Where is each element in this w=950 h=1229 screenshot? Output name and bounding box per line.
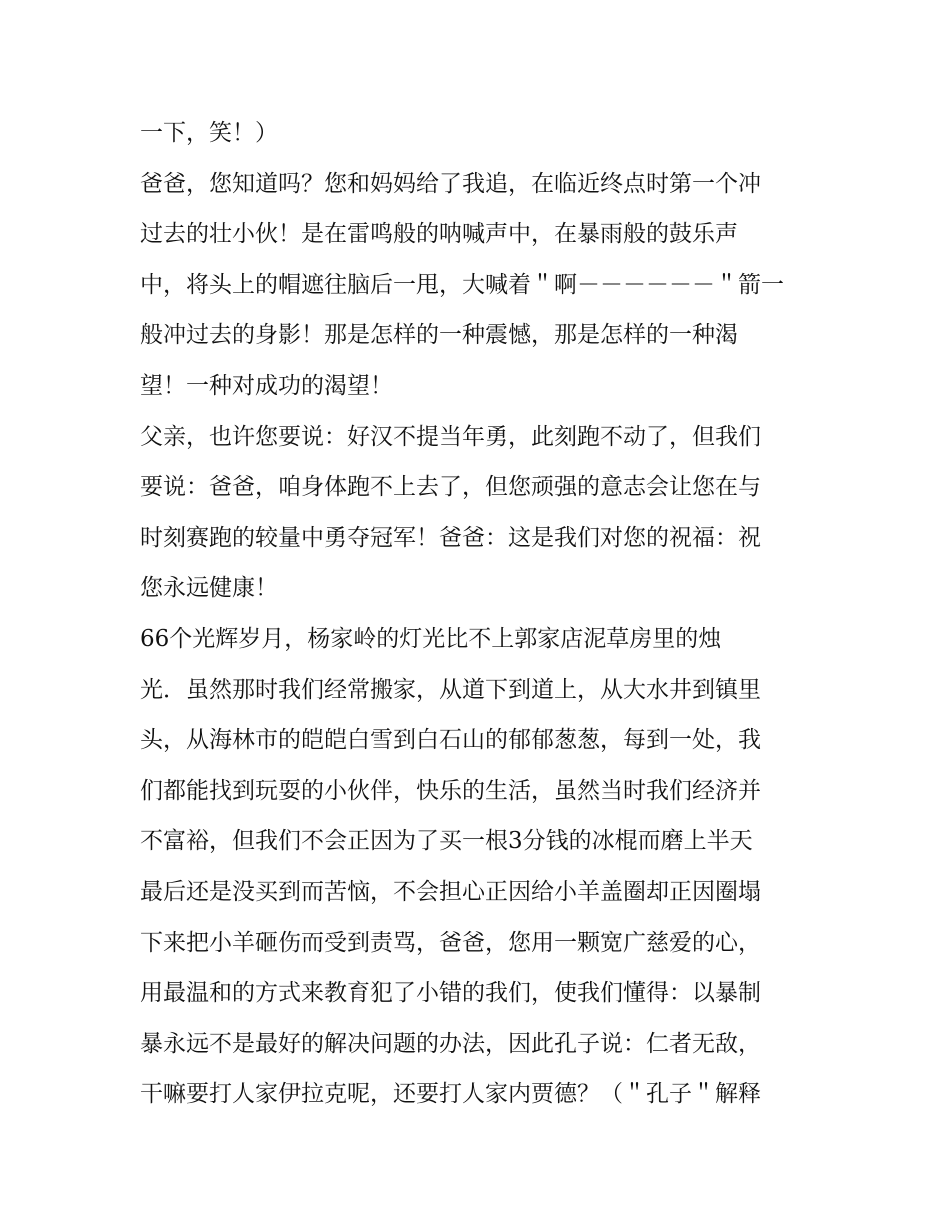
text-line-19: 暴永远不是最好的解决问题的办法，因此孔子说：仁者无敌，	[140, 1030, 761, 1057]
text-line-12: 光．虽然那时我们经常搬家，从道下到道上，从大水井到镇里	[140, 676, 761, 703]
text-line-1: 一下，笑！）	[140, 120, 278, 146]
text-line-11: 66个光辉岁月，杨家岭的灯光比不上郭家店泥草房里的烛	[140, 625, 722, 652]
text-line-5: 般冲过去的身影！那是怎样的一种震憾，那是怎样的一种渴	[140, 322, 738, 349]
body-text	[140, 108, 820, 1120]
text-line-17: 下来把小羊砸伤而受到责骂，爸爸，您用一颗宽广慈爱的心，	[140, 929, 761, 956]
text-line-14: 们都能找到玩耍的小伙伴，快乐的生活，虽然当时我们经济并	[140, 777, 761, 804]
text-line-16: 最后还是没买到而苦恼，不会担心正因给小羊盖圈却正因圈塌	[140, 878, 761, 905]
text-line-15: 不富裕，但我们不会正因为了买一根3分钱的冰棍而磨上半天	[140, 828, 753, 855]
text-line-13: 头，从海林市的皑皑白雪到白石山的郁郁葱葱，每到一处，我	[140, 727, 761, 754]
text-line-20: 干嘛要打人家伊拉克呢，还要打人家内贾德？（＂孔子＂解释	[140, 1081, 761, 1108]
text-line-10: 您永远健康！	[140, 575, 278, 602]
text-line-8: 要说：爸爸，咱身体跑不上去了，但您顽强的意志会让您在与	[140, 474, 761, 501]
text-line-6: 望！一种对成功的渴望！	[140, 372, 393, 399]
text-line-3: 过去的壮小伙！是在雷鸣般的呐喊声中，在暴雨般的鼓乐声	[140, 221, 738, 248]
text-line-4: 中，将头上的帽遮往脑后一甩，大喊着＂啊－－－－－－＂箭一	[140, 271, 784, 298]
text-line-18: 用最温和的方式来教育犯了小错的我们，使我们懂得：以暴制	[140, 980, 761, 1007]
text-line-7: 父亲，也许您要说：好汉不提当年勇，此刻跑不动了，但我们	[140, 423, 761, 450]
text-line-2: 爸爸，您知道吗？您和妈妈给了我追，在临近终点时第一个冲	[140, 170, 761, 197]
text-line-9: 时刻赛跑的较量中勇夺冠军！爸爸：这是我们对您的祝福：祝	[140, 524, 761, 551]
